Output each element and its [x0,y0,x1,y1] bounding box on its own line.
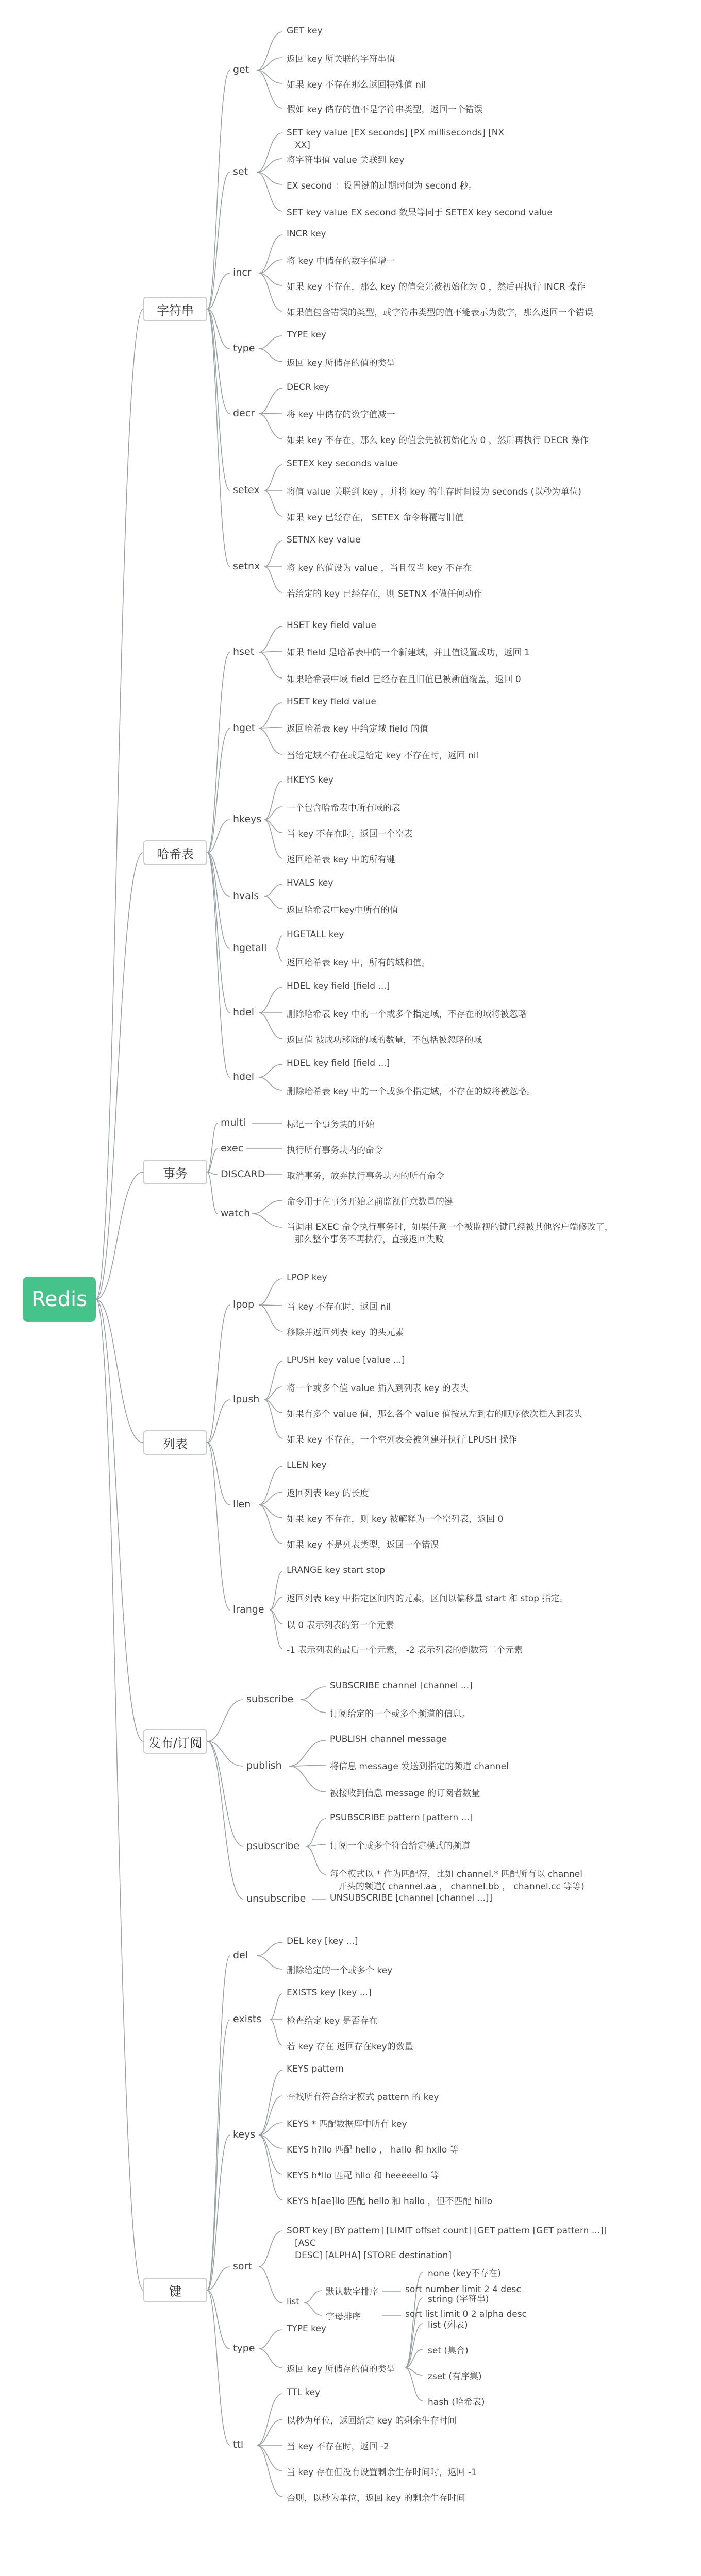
sort-mode-label: 默认数字排序 [326,2287,378,2297]
command-node[interactable]: multi [221,1117,246,1128]
connector [257,1942,282,1956]
connector [207,2020,230,2290]
leaf-text: 若给定的 key 已经存在，则 SETNX 不做任何动作 [287,589,482,599]
leaf-text: 如果哈希表中域 field 已经存在且旧值已被新值覆盖，返回 0 [287,674,521,685]
connector [259,2096,282,2135]
type-value: hash (哈希表) [428,2397,485,2408]
connector [259,2070,282,2135]
connector [257,70,282,108]
leaf-text: HGETALL key [287,929,344,940]
connector [259,349,282,362]
connector [259,2267,282,2303]
category-node[interactable]: 哈希表 [143,840,207,865]
leaf-text: 当调用 EXEC 命令执行事务时，如果任意一个被监视的键已经被其他客户端修改了， 那么整个事务不再执行，直接返回失败 [287,1222,613,1245]
leaf-text: 如果 key 已经存在， SETEX 命令将覆写旧值 [287,513,464,523]
leaf-text: HDEL key field [field ...] [287,981,390,991]
sub-command-node: list [287,2297,299,2307]
leaf-text: 命令用于在事务开始之前监视任意数量的键 [287,1197,453,1207]
connector [207,1443,230,1505]
connector [264,541,282,567]
connector [304,2303,322,2315]
leaf-text: 返回 key 所储存的值的类型 [287,358,395,368]
connector [264,896,282,909]
leaf-text: LPUSH key value [value ...] [287,1355,405,1365]
connector [289,1740,326,1766]
command-node[interactable]: hgetall [233,942,267,954]
command-node[interactable]: subscribe [246,1693,294,1705]
leaf-text: LRANGE key start stop [287,1565,386,1575]
connector [301,1700,326,1713]
root-node-redis[interactable]: Redis [23,1277,96,1322]
connector [259,1064,282,1077]
connector [259,273,282,311]
leaf-text: 将信息 message 发送到指定的频道 channel [330,1761,509,1772]
connector [259,1305,282,1306]
leaf-text: 如果值包含错误的类型，或字符串类型的值不能表示为数字，那么返回一个错误 [287,308,593,318]
command-node[interactable]: type [233,343,255,354]
leaf-text: PUBLISH channel message [330,1734,447,1744]
command-node[interactable]: decr [233,408,255,419]
type-value: list (列表) [428,2320,468,2330]
connector [207,1443,230,1610]
connector [306,1819,326,1846]
command-node[interactable]: psubscribe [246,1840,300,1852]
leaf-text: 当 key 不存在时，返回 nil [287,1302,391,1312]
command-node[interactable]: type [233,2343,255,2354]
leaf-text: 以 0 表示列表的第一个元素 [287,1620,394,1631]
leaf-text: 将 key 中储存的数字值减一 [287,410,395,420]
leaf-text: 将一个或多个值 value 插入到列表 key 的表头 [287,1383,469,1394]
command-node[interactable]: lrange [233,1604,264,1615]
command-node[interactable]: hset [233,646,255,657]
command-node[interactable]: DISCARD [221,1168,265,1180]
leaf-text: UNSUBSCRIBE [channel [channel ...]] [330,1893,493,1903]
command-node[interactable]: del [233,1950,248,1961]
connector [207,1172,218,1214]
connector [259,235,282,273]
connector [259,388,282,414]
leaf-text: 删除给定的一个或多个 key [287,1965,393,1976]
command-node[interactable]: lpop [233,1299,255,1310]
leaf-text: 将 key 的值设为 value ，当且仅当 key 不存在 [287,563,472,573]
leaf-text: GET key [287,26,323,36]
leaf-text: 以秒为单位，返回给定 key 的剩余生存时间 [287,2416,457,2426]
leaf-text: 返回值 被成功移除的域的数量，不包括被忽略的域 [287,1035,482,1045]
connector [252,1214,282,1227]
leaf-text: 如果 key 不存在那么返回特殊值 nil [287,80,426,90]
type-value: set (集合) [428,2346,469,2356]
leaf-text: TTL key [287,2387,321,2398]
connector [259,2135,282,2200]
leaf-text: SUBSCRIBE channel [channel ...] [330,1681,473,1691]
leaf-text: 当 key 不存在时，返回 -2 [287,2442,389,2452]
connector [259,703,282,728]
leaf-text: KEYS h[ae]llo 匹配 hello 和 hallo ，但不匹配 hillo [287,2196,493,2207]
command-node[interactable]: hdel [233,1007,255,1018]
leaf-text: HKEYS key [287,775,334,785]
leaf-text: 返回列表 key 的长度 [287,1488,369,1499]
connector [257,2445,282,2471]
connector [257,2394,282,2445]
connector [259,652,282,678]
connector [252,1200,282,1214]
leaf-text: 如果 key 不存在，那么 key 的值会先被初始化为 0 ，然后再执行 INCR 操作 [287,282,586,292]
leaf-text: 返回哈希表 key 中的所有键 [287,855,395,865]
connector [276,936,282,948]
connector [276,948,282,961]
connector [207,2290,230,2445]
connector [207,70,230,309]
connector [264,884,282,896]
connector [207,309,230,349]
connector [257,1956,282,1969]
connector [405,2368,423,2401]
connector [259,626,282,652]
command-node[interactable]: exec [221,1143,244,1154]
connector [96,1299,143,1741]
leaf-text: 移除并返回列表 key 的头元素 [287,1328,404,1338]
category-node[interactable]: 字符串 [143,297,207,321]
leaf-text: SORT key [BY pattern] [LIMIT offset count] [GET pattern [GET pattern ...]] [ASC DESC] [ALPHA] [STORE destination] [287,2226,607,2261]
connector [207,853,230,1077]
leaf-text: 将值 value 关联到 key ，并将 key 的生存时间设为 seconds (以秒为单位) [287,487,581,497]
connector [259,1305,282,1331]
command-node[interactable]: setnx [233,561,260,572]
leaf-text: -1 表示列表的最后一个元素， -2 表示列表的倒数第二个元素 [287,1645,523,1655]
category-node[interactable]: 发布/订阅 [143,1729,207,1754]
connector [264,781,282,820]
leaf-text: 假如 key 储存的值不是字符串类型，返回一个错误 [287,105,483,115]
connector [264,1361,282,1400]
leaf-text: 若 key 存在 返回存在key的数量 [287,2042,413,2052]
leaf-text: TYPE key [287,2324,326,2334]
leaf-text: 返回哈希表中key中所有的值 [287,905,398,916]
connector [259,2330,282,2349]
leaf-text: SETNX key value [287,535,361,545]
leaf-text: HDEL key field [field ...] [287,1058,390,1069]
leaf-text: 删除哈希表 key 中的一个或多个指定域，不存在的域将被忽略。 [287,1087,536,1097]
leaf-text: KEYS h?llo 匹配 hello ， hallo 和 hxllo 等 [287,2145,459,2155]
connector [96,853,143,1299]
leaf-text: INCR key [287,229,326,239]
connector [257,2445,282,2497]
leaf-text: 如果 field 是哈希表中的一个新建域，并且值设置成功，返回 1 [287,648,530,658]
leaf-text: 当 key 不存在时，返回一个空表 [287,829,413,839]
connector [259,1077,282,1090]
connector [207,853,230,948]
leaf-text: 每个模式以 * 作为匹配符，比如 channel.* 匹配所有以 channel 开头的频道( channel.aa ， channel.bb ， channel.cc 等等) [330,1869,585,1892]
leaf-text: EXISTS key [key ...] [287,1988,372,1998]
connector [207,1123,218,1172]
leaf-text: 将 key 中储存的数字值增一 [287,256,395,266]
command-node[interactable]: unsubscribe [246,1893,306,1904]
sort-mode-example: sort list limit 0 2 alpha desc [405,2309,527,2319]
connector [207,2290,230,2349]
connector [259,2231,282,2267]
leaf-text: KEYS pattern [287,2064,344,2074]
leaf-text: 返回哈希表 key 中给定域 field 的值 [287,724,429,734]
connector [264,820,282,858]
leaf-text: SETEX key seconds value [287,459,398,469]
leaf-text: 如果 key 不存在，则 key 被解释为一个空列表，返回 0 [287,1514,504,1524]
leaf-text: 执行所有事务块内的命令 [287,1145,383,1156]
connector [96,1299,143,2290]
leaf-text: DECR key [287,382,329,393]
connector [270,1571,282,1610]
connector [270,1610,282,1649]
leaf-text: 如果 key 不是列表类型，返回一个错误 [287,1540,439,1550]
connector [257,2419,282,2445]
connector [207,1305,230,1443]
connector [264,567,282,592]
command-node[interactable]: hkeys [233,814,262,825]
type-value: zset (有序集) [428,2371,482,2382]
command-node[interactable]: incr [233,267,252,278]
connector [259,987,282,1013]
leaf-text: 订阅给定的一个或多个频道的信息。 [330,1709,470,1719]
leaf-text: 取消事务，放弃执行事务块内的所有命令 [287,1171,444,1181]
leaf-text: HVALS key [287,878,333,888]
connector [259,2135,282,2174]
connector [207,1956,230,2290]
leaf-text: 将字符串值 value 关联到 key [287,155,405,165]
category-node[interactable]: 键 [143,2278,207,2302]
leaf-text: 返回 key 所储存的值的类型 [287,2364,395,2375]
connector [259,336,282,349]
command-node[interactable]: setex [233,484,260,496]
connector [207,1700,243,1741]
connector [259,1279,282,1305]
leaf-text: LPOP key [287,1273,327,1283]
connector [259,1466,282,1505]
connector [259,413,282,414]
leaf-text: 被接收到信息 message 的订阅者数量 [330,1788,480,1799]
command-node[interactable]: hvals [233,890,259,902]
command-node[interactable]: get [233,64,249,75]
leaf-text: 标记一个事务块的开始 [287,1120,374,1130]
connector [289,1766,326,1792]
leaf-text: 订阅一个或多个符合给定模式的频道 [330,1841,470,1851]
command-node[interactable]: hget [233,722,256,734]
connector [96,309,143,1299]
connector [259,2349,282,2368]
connector [264,490,282,516]
command-node[interactable]: hdel [233,1071,255,1082]
connector [257,172,282,211]
leaf-text: SET key value [EX seconds] [PX milliseconds] [NX XX] [287,128,505,150]
connector [304,2291,322,2303]
command-node[interactable]: publish [246,1760,282,1771]
leaf-text: 返回哈希表 key 中，所有的域和值。 [287,958,430,968]
command-node[interactable]: sort [233,2261,252,2272]
leaf-text: DEL key [key ...] [287,1936,358,1946]
leaf-text: 如果有多个 value 值，那么各个 value 值按从左到右的顺序依次插入到表头 [287,1409,582,1419]
connector [259,1013,282,1039]
command-node[interactable]: keys [233,2129,256,2140]
leaf-text: EX second ：设置键的过期时间为 second 秒。 [287,181,477,191]
connector [259,414,282,439]
leaf-text: SET key value EX second 效果等同于 SETEX key second value [287,208,553,218]
command-node[interactable]: ttl [233,2439,244,2450]
connector [259,728,282,754]
connector [207,309,230,414]
connector [264,1400,282,1438]
leaf-text: KEYS h*llo 匹配 hllo 和 heeeeello 等 [287,2171,440,2181]
connector [207,2135,230,2290]
connector [264,465,282,490]
leaf-text: PSUBSCRIBE pattern [pattern ...] [330,1812,473,1823]
leaf-text: 返回 key 所关联的字符串值 [287,54,395,64]
leaf-text: TYPE key [287,330,326,340]
command-node[interactable]: set [233,166,248,177]
connector [270,1994,282,2020]
leaf-text: 如果 key 不存在，那么 key 的值会先被初始化为 0 ，然后再执行 DECR 操作 [287,435,589,446]
connector [301,1687,326,1700]
leaf-text: HSET key field value [287,697,376,707]
connector [306,1846,326,1874]
sort-mode-label: 字母排序 [326,2312,361,2322]
connector [257,32,282,70]
leaf-text: 否则，以秒为单位，返回 key 的剩余生存时间 [287,2493,465,2503]
type-value: string (字符串) [428,2294,489,2304]
connector [257,133,282,172]
connector [259,1505,282,1544]
command-node[interactable]: watch [221,1208,251,1219]
connector [207,652,230,853]
connector [270,2020,282,2045]
leaf-text: 当 key 存在但没有设置剩余生存时间时，返回 -1 [287,2467,477,2478]
leaf-text: 查找所有符合给定模式 pattern 的 key [287,2092,439,2103]
leaf-text: 检查给定 key 是否存在 [287,2016,378,2026]
command-node[interactable]: exists [233,2013,262,2025]
leaf-text: 一个包含哈希表中所有域的表 [287,803,400,814]
leaf-text: HSET key field value [287,620,376,631]
command-node[interactable]: lpush [233,1394,260,1405]
command-node[interactable]: llen [233,1499,251,1510]
leaf-text: 如果 key 不存在，一个空列表会被创建并执行 LPUSH 操作 [287,1435,518,1445]
leaf-text: LLEN key [287,1460,327,1470]
connector [207,1741,243,1766]
type-value: none (key不存在) [428,2268,501,2279]
leaf-text: 返回列表 key 中指定区间内的元素，区间以偏移量 start 和 stop 指定。 [287,1594,569,1604]
leaf-text: 当给定域不存在或是给定 key 不存在时，返回 nil [287,751,479,761]
category-node[interactable]: 列表 [143,1430,207,1455]
leaf-text: KEYS * 匹配数据库中所有 key [287,2119,407,2129]
sort-mode-example: sort number limit 2 4 desc [405,2284,521,2295]
leaf-text: 删除哈希表 key 中的一个或多个指定域，不存在的域将被忽略 [287,1009,527,1020]
category-node[interactable]: 事务 [143,1160,207,1184]
